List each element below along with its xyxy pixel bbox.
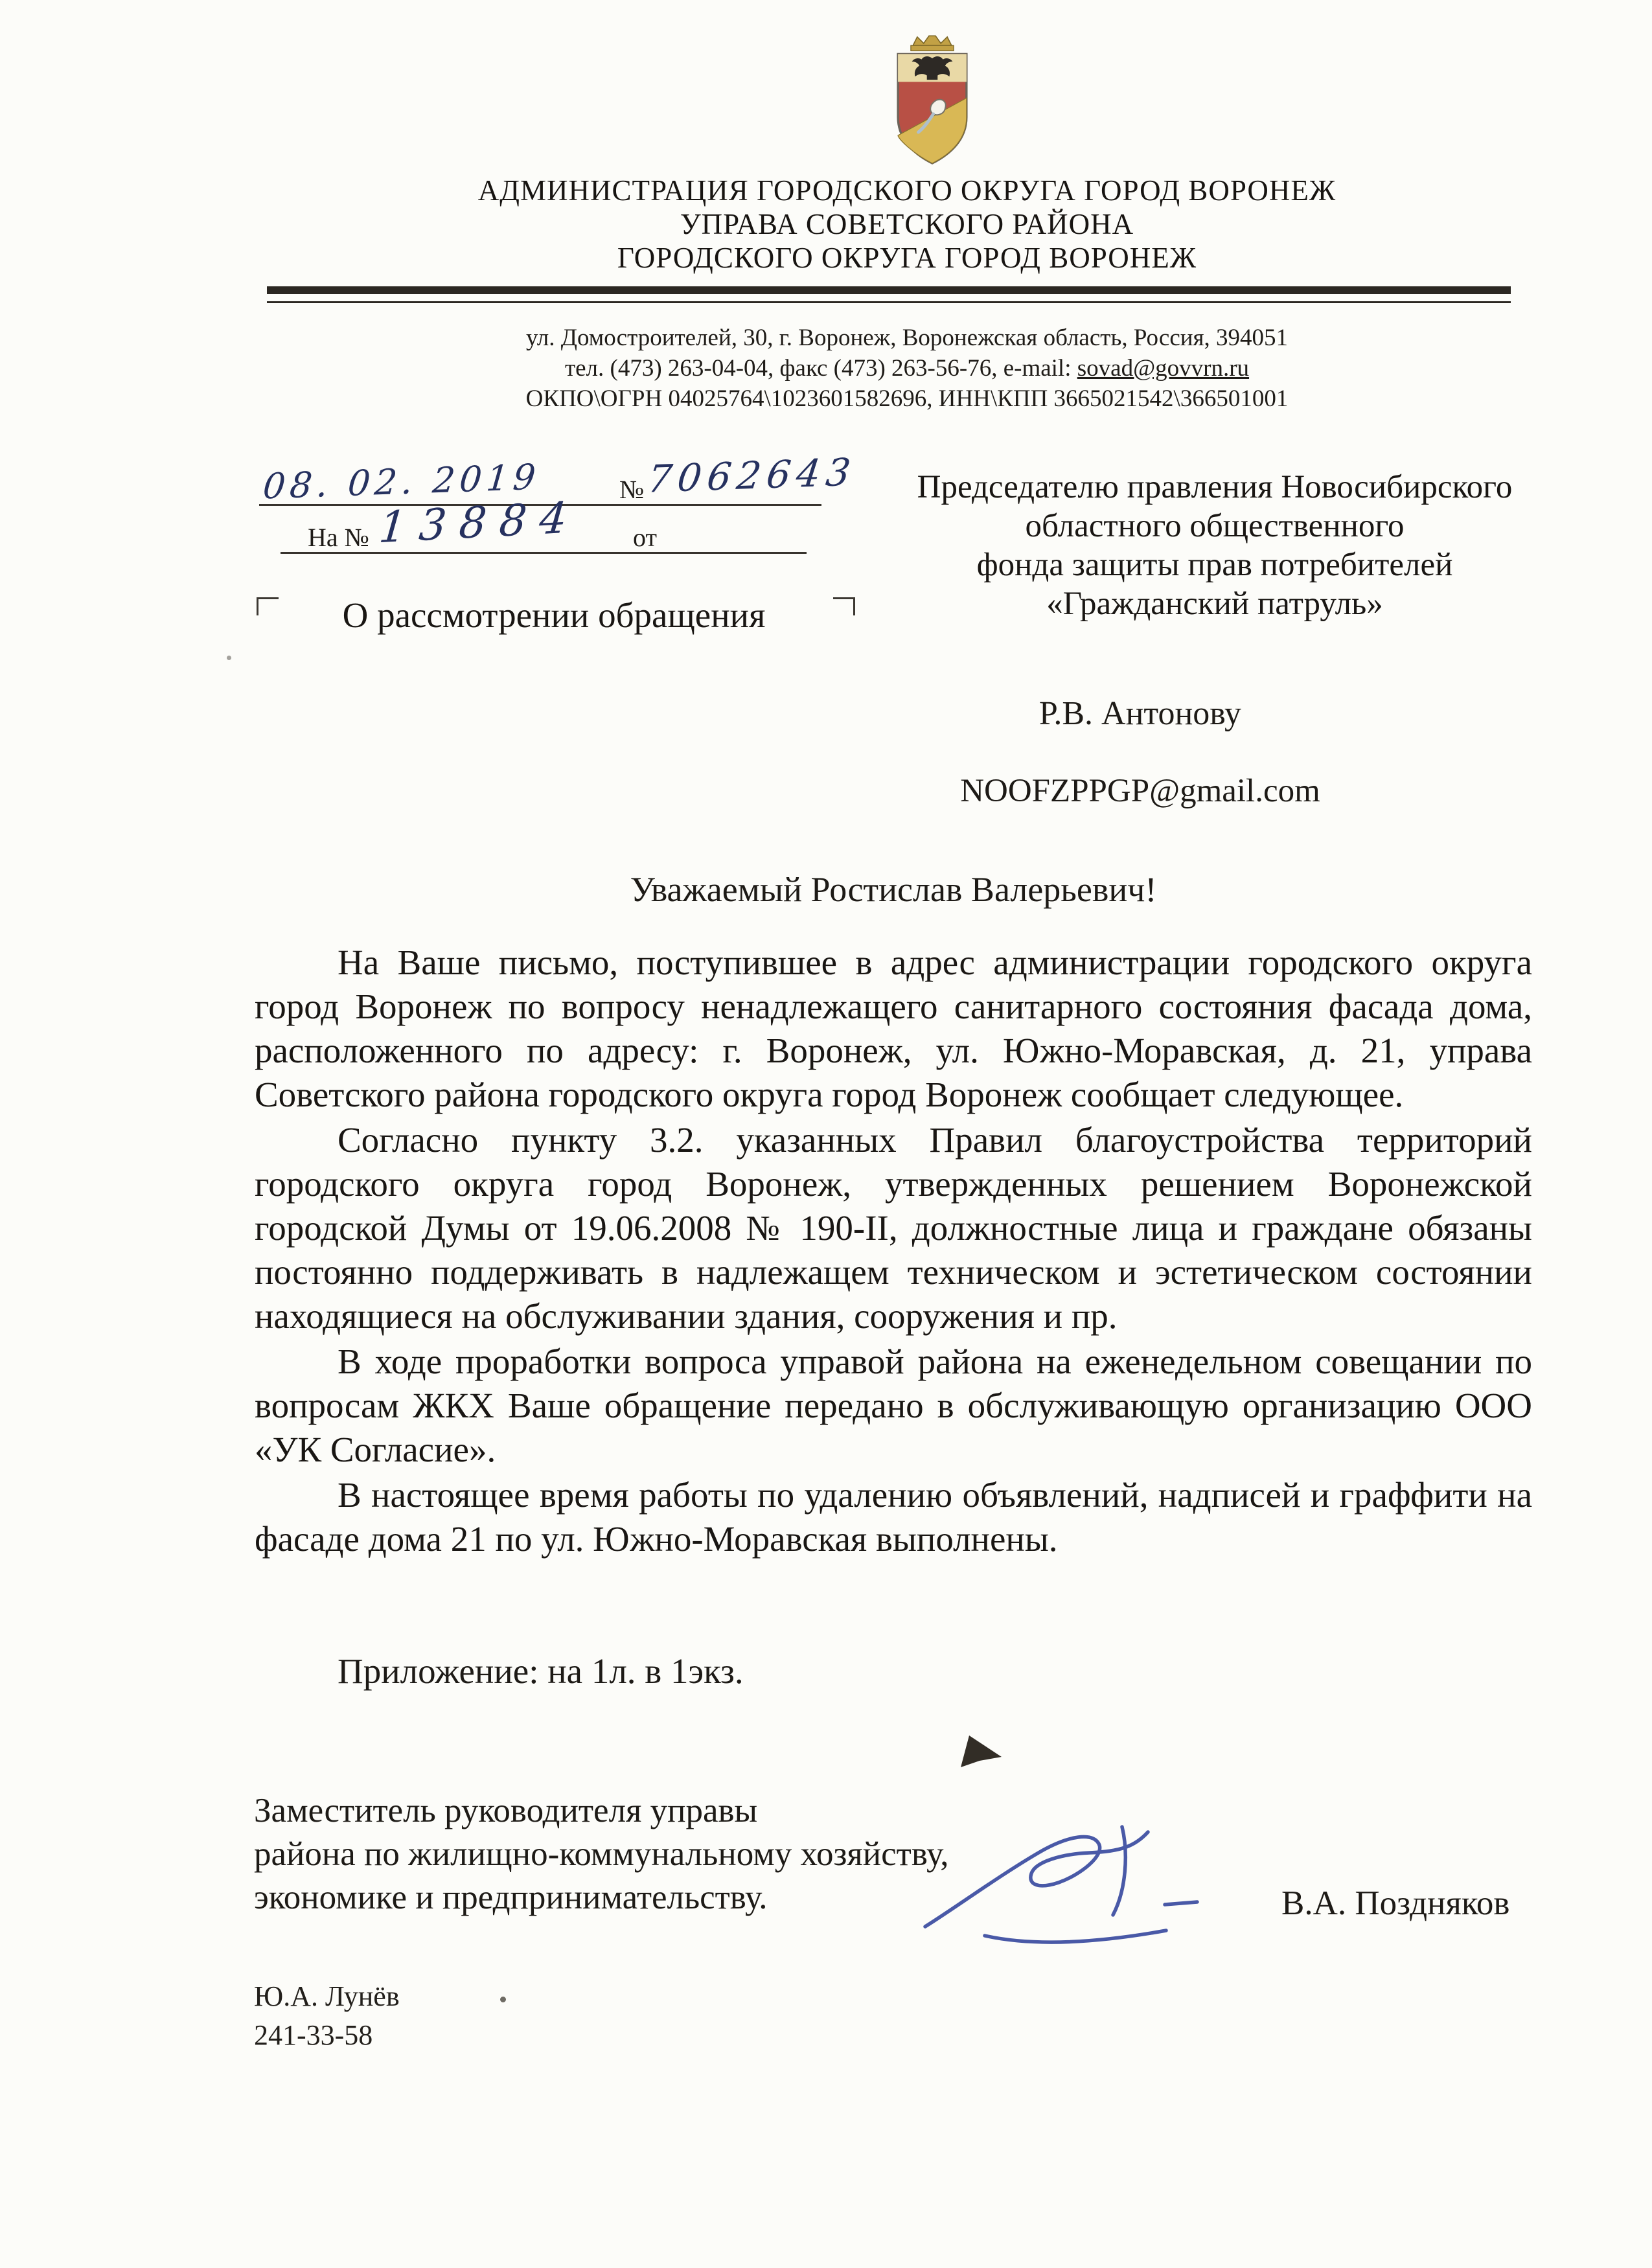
body-paragraph-3: В ходе проработки вопроса управой района на еженедельном совещании по вопросам ЖКХ Ваше обращение передано в обслуживающую организацию ООО «УК Согласие». <box>255 1342 1532 1469</box>
body-paragraph-4: В настоящее время работы по удалению объявлений, надписей и граффити на фасаде дома 21 по ул. Южно-Моравская выполнены. <box>255 1475 1532 1559</box>
number-sign-label: № <box>619 475 645 504</box>
recipient-line-4: «Гражданский патруль» <box>1046 586 1383 622</box>
scan-speck <box>500 1997 506 2002</box>
coat-of-arms-icon <box>878 34 987 166</box>
scan-speck <box>227 656 231 660</box>
corner-mark-right <box>833 597 855 615</box>
handwritten-signature <box>907 1813 1211 1963</box>
handwritten-outgoing-number: 7062643 <box>645 450 859 501</box>
handwritten-date: 08. 02. 2019 <box>261 456 542 507</box>
subject-line: О рассмотрении обращения <box>342 595 766 635</box>
letterhead-separator-rule <box>267 286 1511 303</box>
recipient-line-3: фонда защиты прав потребителей <box>976 547 1453 583</box>
org-name-line-1: АДМИНИСТРАЦИЯ ГОРОДСКОГО ОКРУГА ГОРОД ВОРОНЕЖ <box>477 174 1337 207</box>
org-name-line-2: УПРАВА СОВЕТСКОГО РАЙОНА <box>680 208 1134 240</box>
incoming-number-label: На № <box>308 523 369 552</box>
corner-mark-left <box>257 597 279 615</box>
recipient-line-1: Председателю правления Новосибирского <box>917 469 1513 505</box>
executor-block <box>254 1977 400 2055</box>
salutation-line: Уважаемый Ростислав Валерьевич! <box>630 870 1157 909</box>
handwritten-incoming-number: 13884 <box>376 492 582 553</box>
signatory-name: В.А. Поздняков <box>1281 1884 1510 1922</box>
org-email: sovad@govvrn.ru <box>1077 355 1250 382</box>
recipient-line-2: областного общественного <box>1025 508 1405 544</box>
attachment-line: Приложение: на 1л. в 1экз. <box>338 1651 744 1691</box>
executor-name: Ю.А. Лунёв <box>254 1980 400 2012</box>
letterhead-address-block <box>227 323 1587 414</box>
position-line-3: экономике и предпринимательству. <box>254 1879 768 1916</box>
recipient-email: NOOFZPPGP@gmail.com <box>960 773 1320 809</box>
letter-body <box>255 941 1532 1563</box>
org-codes-line: ОКПО\ОГРН 04025764\1023601582696, ИНН\КПП 3665021542\366501001 <box>525 385 1289 412</box>
incoming-ref-row <box>281 492 807 554</box>
org-contact-text: тел. (473) 263-04-04, факс (473) 263-56-76, e-mail: <box>564 355 1077 382</box>
body-paragraph-1: На Ваше письмо, поступившее в адрес администрации городского округа город Воронеж по вопросу ненадлежащего санитарного состояния фасада дома, расположенного по адресу: г. Воронеж, ул. Южно-Моравская, д. 21, управа Советского района городского округа город Воронеж сообщает следующее. <box>255 943 1532 1114</box>
recipient-person: Р.В. Антонову <box>1038 695 1242 732</box>
org-name-line-3: ГОРОДСКОГО ОКРУГА ГОРОД ВОРОНЕЖ <box>617 242 1197 274</box>
position-line-2: района по жилищно-коммунальному хозяйству, <box>254 1835 949 1873</box>
scan-artifact <box>959 1734 1004 1773</box>
from-label: от <box>633 523 657 552</box>
body-paragraph-2: Согласно пункту 3.2. указанных Правил благоустройства территорий городского округа город Воронеж, утвержденных решением Воронежской городской Думы от 19.06.2008 № 190-II, должностные лица и граждане обязаны постоянно поддерживать в надлежащем техническом и эстетическом состоянии находящиеся на обслуживании здания, сооружения и пр. <box>255 1120 1532 1336</box>
letterhead-org-block <box>227 174 1587 275</box>
recipient-block <box>865 468 1565 623</box>
executor-phone: 241-33-58 <box>254 2019 373 2051</box>
org-address-line: ул. Домостроителей, 30, г. Воронеж, Воронежская область, Россия, 394051 <box>525 325 1289 351</box>
org-contact-line <box>227 353 1587 384</box>
position-line-1: Заместитель руководителя управы <box>254 1792 758 1829</box>
